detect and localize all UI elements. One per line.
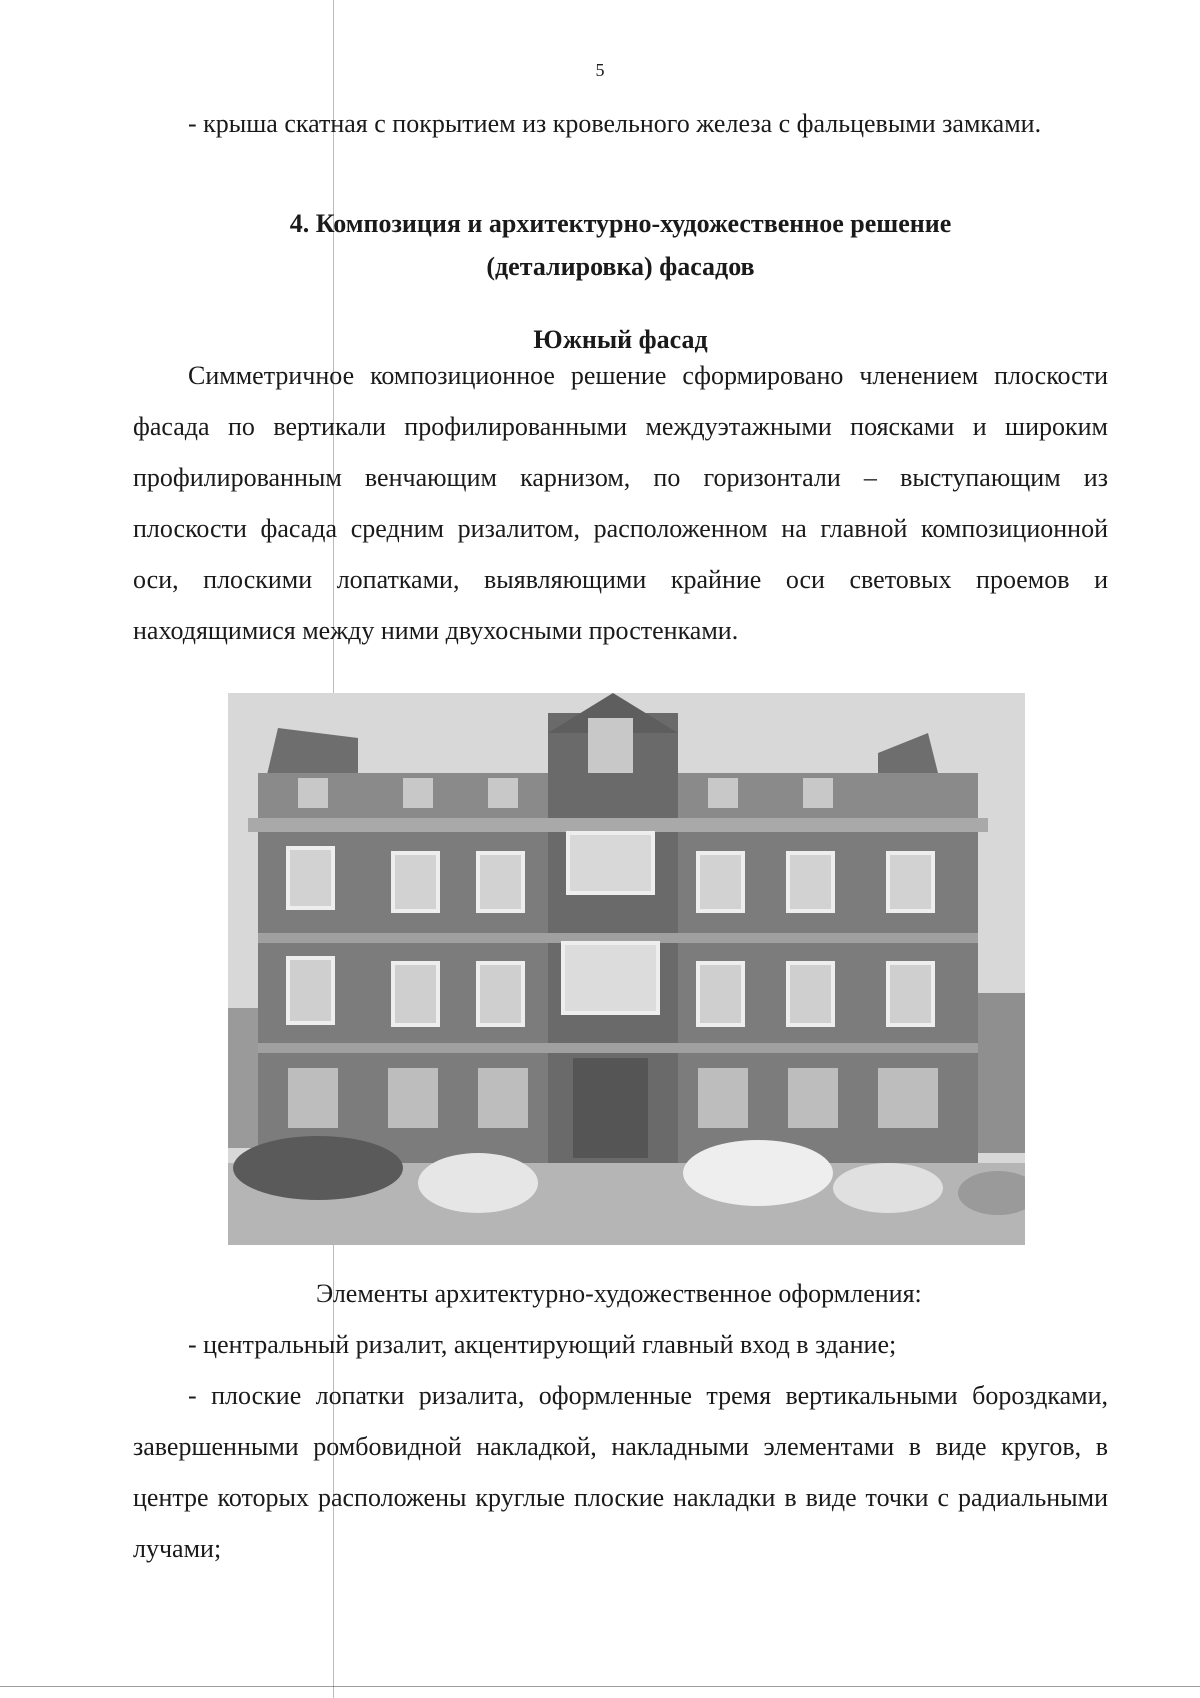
bottom-rule (0, 1686, 1200, 1687)
elements-caption: Элементы архитектурно-художественное оформления: (316, 1279, 922, 1308)
page-number: 5 (595, 60, 605, 80)
section-heading-line2: (деталировка) фасадов (486, 252, 755, 281)
building-facade-photo-svg (228, 693, 1025, 1245)
section-heading-line1: 4. Композиция и архитектурно-художественное решение (289, 209, 952, 238)
list-item: - центральный ризалит, акцентирующий главный вход в здание; (188, 1330, 897, 1359)
intro-paragraph: - крыша скатная с покрытием из кровельного железа с фальцевыми замками. (188, 109, 1042, 138)
list-item: - плоские лопатки ризалита, оформленные тремя вертикальными бороздками, завершенными ромбовидной накладкой, накладными элементами в виде кругов, в центре которых расположены круглые плоские накладки в виде точки с радиальными лучами; (133, 1381, 1108, 1563)
subheading: Южный фасад (533, 325, 708, 354)
building-facade-photo (228, 693, 1025, 1245)
body-paragraph: Симметричное композиционное решение сформировано членением плоскости фасада по вертикали профилированными междуэтажными поясками и широким профилированным венчающим карнизом, по горизонтали – выступающим из плоскости фасада средним ризалитом, расположенном на главной композиционной оси, плоскими лопатками, выявляющими крайние оси световых проемов и находящимися между ними двухосными простенками. (133, 361, 1108, 645)
